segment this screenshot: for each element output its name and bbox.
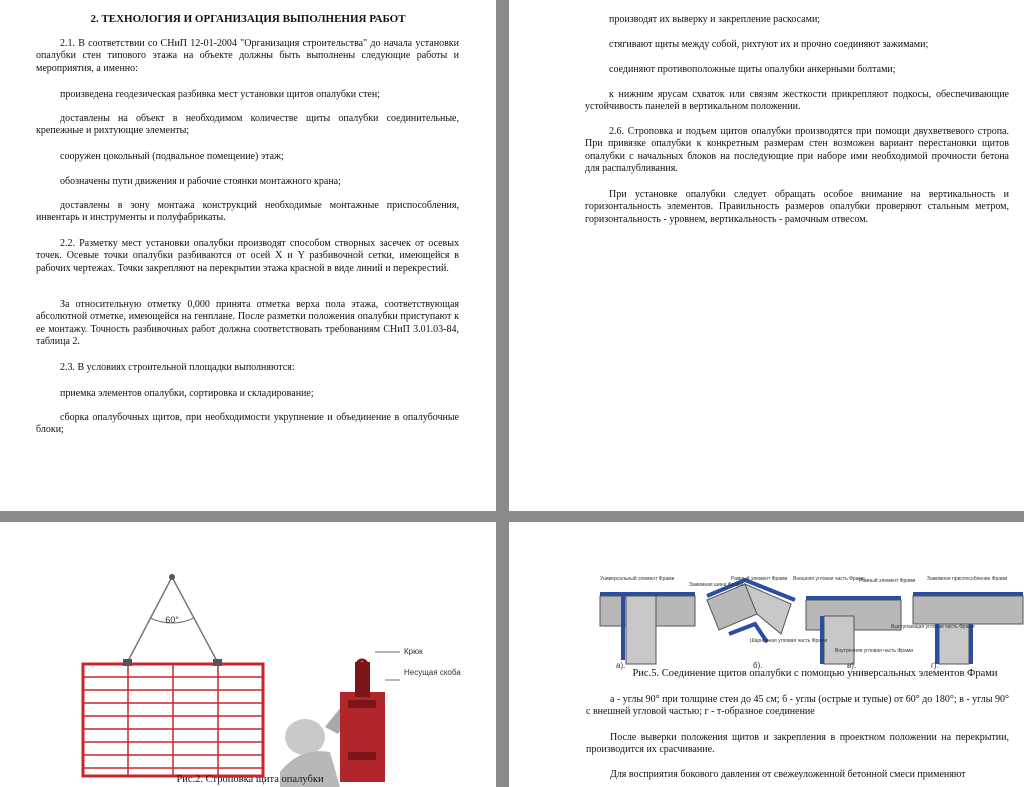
hook-label: Крюк [404,647,423,656]
paragraph: доставлены в зону монтажа конструкций необходимые монтажные приспособления, инвентарь и инструменты и полуфабрикаты. [36,200,459,224]
crane-hook-point [169,574,175,580]
section-title: 2. ТЕХНОЛОГИЯ И ОРГАНИЗАЦИЯ ВЫПОЛНЕНИЯ РАБОТ [90,13,406,25]
paragraph: При установке опалубки следует обращать особое внимание на вертикальность и горизонтальность элементов. Правильность размеров опалубки проверяют стальным метром, горизонтальность - уровнем, вертикальность - рамочным отвесом. [585,189,1009,225]
paragraph: 2.3. В условиях строительной площадки выполняются: [60,362,295,373]
paragraph: производят их выверку и закрепление раскосами; [609,14,821,25]
paragraph: к нижним ярусам схваток или связям жесткости прикрепляют подкосы, обеспечивающие устойчивость панелей в вертикальном положении. [585,89,1009,113]
lifting-bracket-left [123,659,132,666]
sling-right-line [172,577,218,663]
figure-caption: Рис.2. Строповка щита опалубки [176,774,324,785]
label-c: в). [847,661,857,670]
document-page-1 [0,0,496,511]
label-hinge: Шарнирная угловая часть Фрами [750,638,828,644]
joint-diagram-a [600,592,695,664]
lifting-bracket-right [213,659,222,666]
label-corner-elem: Рамный элемент Фрами [731,576,788,582]
label-clamp: Зажимная шина Фрами [689,582,744,588]
figure-frami-joints [509,522,1024,672]
label-outer-corner2: Выступающая угловая часть Фрами [891,624,975,630]
joint-diagram-b [707,580,795,642]
label-clamp2: Зажимное приспособление Фрами [927,576,1008,582]
figure-sling-formwork [0,522,496,787]
paragraph: стягивают щиты между собой, рихтуют их и прочно соединяют зажимами; [609,39,929,50]
paragraph: сооружен цокольный (подвальное помещение) этаж; [60,151,284,162]
label-universal: Универсальный элемент Фрами [600,576,675,582]
paragraph: произведена геодезическая разбивка мест установки щитов опалубки стен; [60,89,381,100]
label-outer-corner: Внешняя угловая часть Фрами [793,576,865,582]
figure-caption: Рис.5. Соединение щитов опалубки с помощью универсальных элементов Фрами [632,668,998,679]
document-page-3 [0,522,496,787]
label-d: г). [931,661,939,670]
paragraph: обозначены пути движения и рабочие стоянки монтажного крана; [60,176,341,187]
paragraph: доставлены на объект в необходимом количестве щиты опалубки соединительные, крепежные и рихтующие элементы; [36,113,459,137]
paragraph: Для восприятия бокового давления от свежеуложенной бетонной смеси применяют [610,769,966,780]
figure-legend: а - углы 90° при толщине стен до 45 см; б - углы (острые и тупые) от 60° до 180°; в - углы 90° с внешней угловой частью; г - т-образное соединение [586,694,1009,718]
paragraph: 2.6. Строповка и подъем щитов опалубки производятся при помощи двухветвевого стропа. При привязке опалубки к конкретным размерам стен возможен вариант перестановки щитов опалубки с начальных блоков на последующие при наборе ими необходимой прочности бетона для распалубливания. [585,126,1009,175]
paragraph: После выверки положения щитов и закрепления в проектном положении на перекрытии, производится их срасчивание. [586,732,1009,756]
document-page-4 [509,522,1024,787]
paragraph: За относительную отметку 0,000 принята отметка верха пола этажа, соответствующая абсолютной отметке, имеющейся на генплане. После разметки положения опалубки приступают к ее монтажу. Точность разбивочных работ должна соответствовать требованиям СНиП 3.01.03-84, таблица 2. [36,299,459,348]
paragraph: соединяют противоположные щиты опалубки анкерными болтами; [609,64,896,75]
paragraph: сборка опалубочных щитов, при необходимости укрупнение и объединение в опалубочные блоки; [36,412,459,436]
label-b: б). [753,661,763,670]
paragraph: приемка элементов опалубки, сортировка и складирование; [60,388,314,399]
document-page-2 [509,0,1024,511]
paragraph: 2.2. Разметку мест установки опалубки производят способом створных засечек от осевых точек. Осевые точки опалубки разбиваются от осей X и Y разбивочной сетки, имеющейся в рабочих чертежах. Точки закрепляют на перекрытии этажа красной в виде линий и перекрестий. [36,238,459,274]
paragraph: 2.1. В соответствии со СНиП 12-01-2004 "Организация строительства" до начала установки опалубки стен типового этажа на объекте должны быть выполнены следующие работы и мероприятия, а именно: [36,38,459,74]
label-a: а). [616,661,626,670]
worker-illustration [280,660,385,787]
label-inner-corner: Внутренняя угловая часть Фрами [835,648,913,654]
angle-label: 60° [165,615,179,625]
bracket-label: Несущая скоба [404,668,461,677]
label-frame-elem: Рамный элемент Фрами [859,578,916,584]
